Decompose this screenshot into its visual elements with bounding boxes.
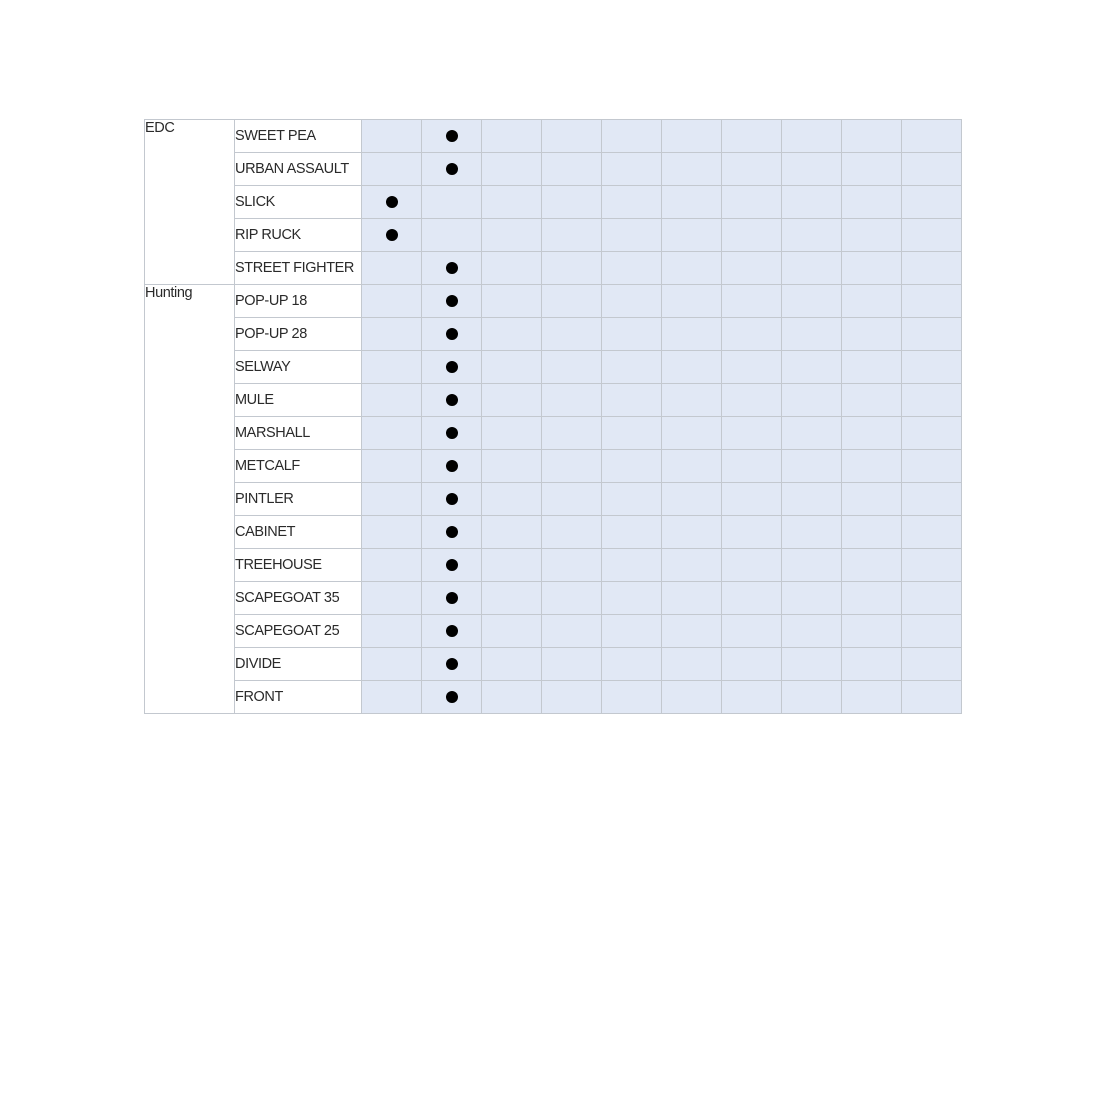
matrix-cell: [482, 681, 542, 714]
matrix-cell: [722, 219, 782, 252]
matrix-cell: [542, 582, 602, 615]
matrix-cell: [362, 285, 422, 318]
filled-dot-icon: [446, 691, 458, 703]
matrix-cell: [542, 285, 602, 318]
filled-dot-icon: [446, 295, 458, 307]
matrix-cell: [662, 582, 722, 615]
matrix-cell: [602, 417, 662, 450]
matrix-cell: [542, 384, 602, 417]
matrix-cell: [842, 351, 902, 384]
matrix-cell: [722, 351, 782, 384]
matrix-cell: [542, 351, 602, 384]
table-row: [145, 450, 962, 483]
matrix-cell: [902, 516, 962, 549]
matrix-cell: [902, 153, 962, 186]
matrix-cell: [482, 219, 542, 252]
matrix-cell: [782, 615, 842, 648]
table-row: [145, 219, 962, 252]
matrix-cell: [902, 417, 962, 450]
matrix-cell: [422, 153, 482, 186]
matrix-cell: [422, 186, 482, 219]
matrix-cell: [362, 681, 422, 714]
product-name: POP-UP 18: [235, 285, 362, 318]
filled-dot-icon: [446, 559, 458, 571]
matrix-cell: [722, 252, 782, 285]
matrix-cell: [482, 252, 542, 285]
table-row: [145, 483, 962, 516]
product-matrix-table: [144, 119, 962, 714]
table-row: [145, 615, 962, 648]
filled-dot-icon: [446, 658, 458, 670]
matrix-cell: [782, 384, 842, 417]
matrix-cell: [542, 450, 602, 483]
filled-dot-icon: [446, 361, 458, 373]
matrix-cell: [902, 285, 962, 318]
matrix-cell: [782, 516, 842, 549]
matrix-cell: [662, 285, 722, 318]
product-name: SCAPEGOAT 25: [235, 615, 362, 648]
matrix-cell: [842, 318, 902, 351]
category-label: EDC: [145, 120, 235, 285]
matrix-cell: [662, 186, 722, 219]
matrix-cell: [422, 516, 482, 549]
matrix-cell: [842, 582, 902, 615]
matrix-cell: [602, 549, 662, 582]
matrix-cell: [362, 252, 422, 285]
matrix-cell: [842, 285, 902, 318]
matrix-cell: [422, 252, 482, 285]
matrix-cell: [902, 483, 962, 516]
matrix-cell: [662, 549, 722, 582]
filled-dot-icon: [386, 229, 398, 241]
matrix-cell: [722, 516, 782, 549]
product-name: POP-UP 28: [235, 318, 362, 351]
matrix-cell: [482, 120, 542, 153]
matrix-cell: [662, 351, 722, 384]
matrix-cell: [782, 120, 842, 153]
table-row: [145, 252, 962, 285]
matrix-cell: [542, 219, 602, 252]
matrix-cell: [902, 186, 962, 219]
matrix-cell: [602, 252, 662, 285]
matrix-cell: [482, 648, 542, 681]
matrix-cell: [902, 582, 962, 615]
matrix-cell: [362, 384, 422, 417]
matrix-cell: [362, 516, 422, 549]
table-row: [145, 516, 962, 549]
matrix-cell: [662, 450, 722, 483]
matrix-cell: [782, 285, 842, 318]
filled-dot-icon: [446, 163, 458, 175]
matrix-cell: [782, 483, 842, 516]
matrix-cell: [422, 450, 482, 483]
matrix-cell: [482, 549, 542, 582]
product-name: MARSHALL: [235, 417, 362, 450]
matrix-cell: [542, 417, 602, 450]
matrix-cell: [602, 318, 662, 351]
matrix-cell: [542, 681, 602, 714]
matrix-cell: [542, 252, 602, 285]
matrix-cell: [422, 219, 482, 252]
matrix-cell: [542, 120, 602, 153]
matrix-cell: [602, 615, 662, 648]
matrix-cell: [542, 648, 602, 681]
matrix-cell: [482, 417, 542, 450]
product-name: TREEHOUSE: [235, 549, 362, 582]
table-row: [145, 384, 962, 417]
table-row: [145, 681, 962, 714]
matrix-cell: [482, 318, 542, 351]
matrix-cell: [782, 351, 842, 384]
product-name: PINTLER: [235, 483, 362, 516]
matrix-cell: [422, 285, 482, 318]
matrix-cell: [722, 384, 782, 417]
matrix-cell: [602, 120, 662, 153]
matrix-cell: [842, 516, 902, 549]
matrix-cell: [602, 450, 662, 483]
filled-dot-icon: [446, 262, 458, 274]
matrix-cell: [902, 318, 962, 351]
matrix-cell: [842, 252, 902, 285]
matrix-cell: [482, 285, 542, 318]
matrix-cell: [362, 615, 422, 648]
table-row: [145, 582, 962, 615]
category-label: Hunting: [145, 285, 235, 714]
table-row: [145, 285, 962, 318]
matrix-cell: [602, 384, 662, 417]
matrix-cell: [662, 417, 722, 450]
filled-dot-icon: [446, 526, 458, 538]
matrix-cell: [662, 252, 722, 285]
matrix-cell: [482, 516, 542, 549]
matrix-cell: [662, 648, 722, 681]
matrix-cell: [842, 450, 902, 483]
matrix-cell: [602, 219, 662, 252]
matrix-cell: [542, 615, 602, 648]
product-name: METCALF: [235, 450, 362, 483]
matrix-cell: [542, 483, 602, 516]
matrix-cell: [902, 120, 962, 153]
matrix-cell: [722, 615, 782, 648]
matrix-cell: [602, 681, 662, 714]
matrix-cell: [422, 615, 482, 648]
matrix-cell: [362, 219, 422, 252]
matrix-cell: [842, 483, 902, 516]
matrix-cell: [782, 681, 842, 714]
matrix-cell: [722, 450, 782, 483]
matrix-cell: [662, 219, 722, 252]
matrix-cell: [842, 648, 902, 681]
matrix-cell: [422, 582, 482, 615]
matrix-cell: [482, 153, 542, 186]
product-name: CABINET: [235, 516, 362, 549]
table-row: [145, 417, 962, 450]
filled-dot-icon: [386, 196, 398, 208]
matrix-cell: [422, 417, 482, 450]
product-name: DIVIDE: [235, 648, 362, 681]
matrix-cell: [602, 483, 662, 516]
matrix-cell: [842, 615, 902, 648]
matrix-cell: [722, 582, 782, 615]
matrix-cell: [842, 384, 902, 417]
matrix-cell: [662, 318, 722, 351]
matrix-cell: [662, 516, 722, 549]
matrix-cell: [422, 549, 482, 582]
matrix-cell: [422, 120, 482, 153]
matrix-cell: [542, 153, 602, 186]
product-name: FRONT: [235, 681, 362, 714]
matrix-cell: [722, 681, 782, 714]
matrix-cell: [902, 219, 962, 252]
product-name: SELWAY: [235, 351, 362, 384]
matrix-cell: [482, 384, 542, 417]
matrix-cell: [782, 219, 842, 252]
matrix-cell: [722, 285, 782, 318]
matrix-cell: [842, 186, 902, 219]
matrix-cell: [782, 318, 842, 351]
matrix-cell: [602, 153, 662, 186]
matrix-cell: [782, 153, 842, 186]
filled-dot-icon: [446, 625, 458, 637]
table-row: [145, 153, 962, 186]
matrix-cell: [422, 483, 482, 516]
matrix-cell: [602, 648, 662, 681]
matrix-cell: [722, 318, 782, 351]
matrix-cell: [362, 483, 422, 516]
matrix-cell: [362, 582, 422, 615]
matrix-cell: [662, 681, 722, 714]
matrix-body: [145, 120, 962, 714]
matrix-cell: [542, 318, 602, 351]
filled-dot-icon: [446, 328, 458, 340]
matrix-cell: [602, 516, 662, 549]
matrix-cell: [362, 351, 422, 384]
matrix-cell: [782, 252, 842, 285]
matrix-cell: [602, 351, 662, 384]
matrix-cell: [422, 351, 482, 384]
matrix-cell: [782, 648, 842, 681]
matrix-cell: [662, 384, 722, 417]
matrix-cell: [422, 318, 482, 351]
matrix-cell: [902, 615, 962, 648]
matrix-cell: [482, 186, 542, 219]
table-row: [145, 351, 962, 384]
matrix-cell: [662, 153, 722, 186]
product-name: STREET FIGHTER: [235, 252, 362, 285]
table-row: [145, 549, 962, 582]
matrix-cell: [362, 120, 422, 153]
matrix-cell: [662, 120, 722, 153]
matrix-cell: [362, 153, 422, 186]
filled-dot-icon: [446, 130, 458, 142]
matrix-cell: [542, 549, 602, 582]
matrix-cell: [842, 120, 902, 153]
matrix-cell: [782, 582, 842, 615]
matrix-cell: [782, 417, 842, 450]
matrix-cell: [362, 318, 422, 351]
matrix-cell: [602, 186, 662, 219]
matrix-cell: [422, 648, 482, 681]
matrix-cell: [662, 615, 722, 648]
matrix-cell: [542, 516, 602, 549]
product-name: SCAPEGOAT 35: [235, 582, 362, 615]
matrix-cell: [602, 582, 662, 615]
table-row: [145, 120, 962, 153]
matrix-cell: [902, 384, 962, 417]
filled-dot-icon: [446, 427, 458, 439]
filled-dot-icon: [446, 493, 458, 505]
matrix-cell: [482, 483, 542, 516]
filled-dot-icon: [446, 394, 458, 406]
filled-dot-icon: [446, 592, 458, 604]
matrix-cell: [842, 219, 902, 252]
matrix-cell: [842, 153, 902, 186]
matrix-cell: [602, 285, 662, 318]
matrix-cell: [782, 450, 842, 483]
matrix-cell: [722, 186, 782, 219]
matrix-cell: [482, 615, 542, 648]
matrix-cell: [902, 450, 962, 483]
matrix-cell: [482, 582, 542, 615]
matrix-cell: [902, 252, 962, 285]
product-name: SLICK: [235, 186, 362, 219]
table-row: [145, 318, 962, 351]
matrix-cell: [722, 549, 782, 582]
table-row: [145, 186, 962, 219]
matrix-cell: [842, 681, 902, 714]
matrix-cell: [362, 648, 422, 681]
matrix-cell: [902, 549, 962, 582]
product-name: URBAN ASSAULT: [235, 153, 362, 186]
matrix-cell: [482, 450, 542, 483]
matrix-cell: [782, 186, 842, 219]
matrix-cell: [902, 648, 962, 681]
matrix-cell: [722, 483, 782, 516]
matrix-cell: [782, 549, 842, 582]
filled-dot-icon: [446, 460, 458, 472]
matrix-cell: [542, 186, 602, 219]
matrix-cell: [662, 483, 722, 516]
matrix-cell: [722, 417, 782, 450]
matrix-cell: [722, 648, 782, 681]
matrix-cell: [902, 351, 962, 384]
matrix-cell: [842, 417, 902, 450]
table-row: [145, 648, 962, 681]
matrix-cell: [722, 120, 782, 153]
product-name: MULE: [235, 384, 362, 417]
matrix-cell: [902, 681, 962, 714]
product-name: SWEET PEA: [235, 120, 362, 153]
matrix-cell: [722, 153, 782, 186]
matrix-cell: [362, 549, 422, 582]
matrix-cell: [842, 549, 902, 582]
matrix-cell: [422, 384, 482, 417]
matrix-cell: [482, 351, 542, 384]
matrix-cell: [362, 186, 422, 219]
product-name: RIP RUCK: [235, 219, 362, 252]
matrix-cell: [422, 681, 482, 714]
matrix-cell: [362, 417, 422, 450]
matrix-cell: [362, 450, 422, 483]
